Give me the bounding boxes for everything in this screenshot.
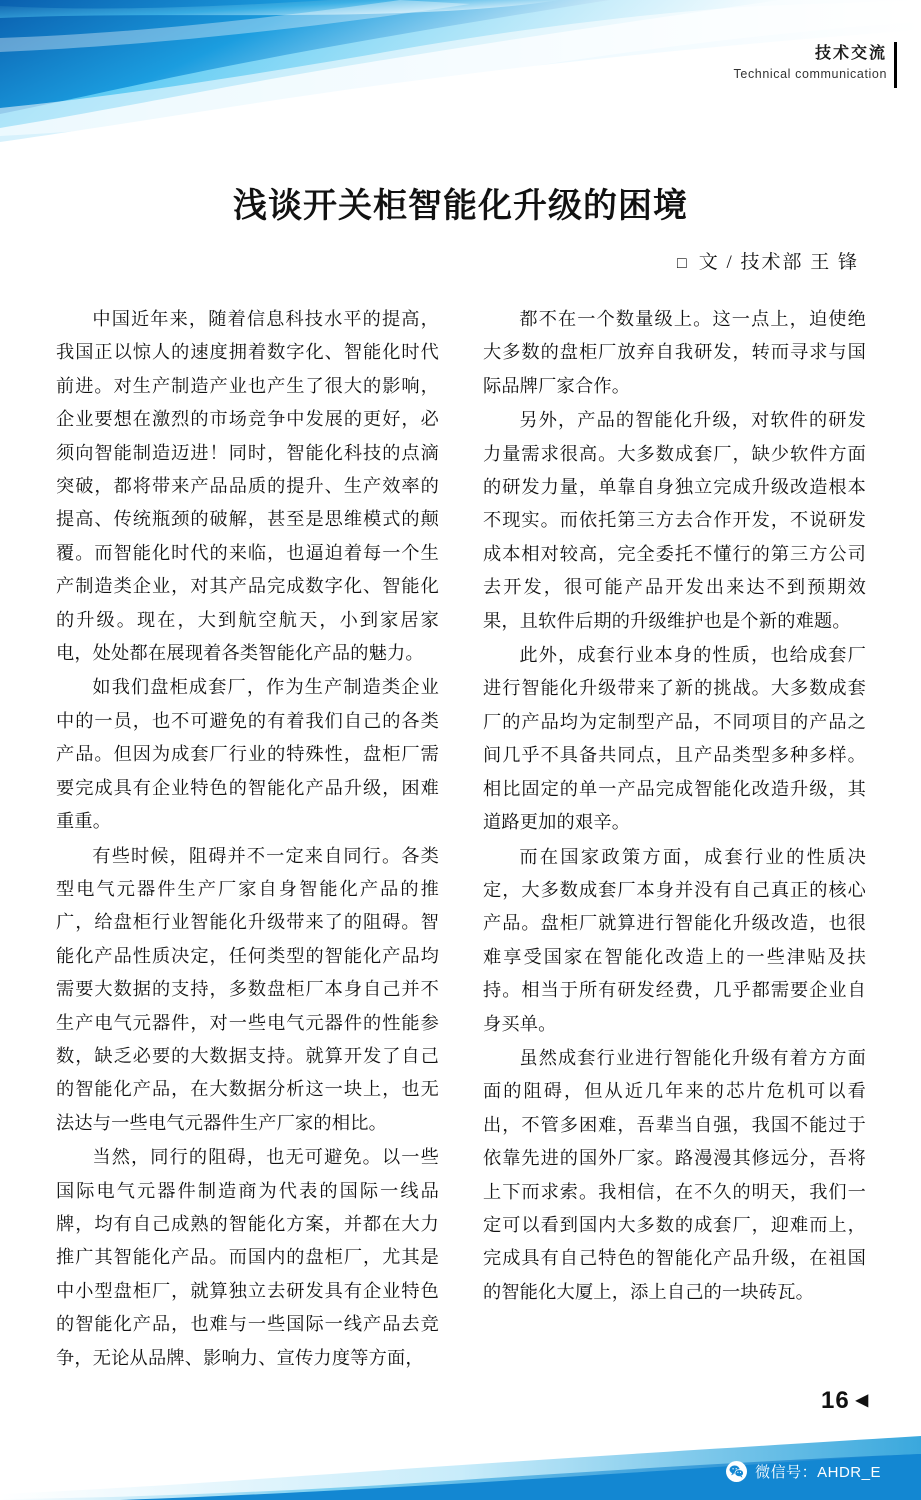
paragraph: 有些时候，阻碍并不一定来自同行。各类型电气元器件生产厂家自身智能化产品的推广，给盘柜行业智能化升级带来了的阻碍。智能化产品性质决定，任何类型的智能化产品均需要大数据的支持，多数盘柜厂本身自己并不生产电气元器件，对一些电气元器件的性能参数，缺乏必要的大数据支持。就算开发了自己的智能化产品，在大数据分析这一块上，也无法达与一些电气元器件生产厂家的相比。: [56, 845, 439, 1133]
article-title: 浅谈开关柜智能化升级的困境: [233, 188, 688, 225]
page-number: [821, 1387, 869, 1415]
byline-marker-icon: □: [677, 255, 689, 272]
paragraph: 中国近年来，随着信息科技水平的提高，我国正以惊人的速度拥着数字化、智能化时代前进。对生产制造产业也产生了很大的影响，企业要想在激烈的市场竞争中发展的更好，必须向智能制造迈进！同时，智能化科技的点滴突破，都将带来产品品质的提升、生产效率的提高、传统瓶颈的破解，甚至是思维模式的颠覆。而智能化时代的来临，也逼迫着每一个生产制造类企业，对其产品完成数字化、智能化的升级。现在，大到航空航天，小到家居家电，处处都在展现着各类智能化产品的魅力。: [56, 309, 439, 664]
article-byline: [677, 247, 859, 274]
section-label: [734, 44, 887, 83]
left-column: [56, 303, 439, 1378]
paragraph: 虽然成套行业进行智能化升级有着方方面面的阻碍，但从近几年来的芯片危机可以看出，不管多困难，吾辈当自强，我国不能过于依靠先进的国外厂家。路漫漫其修远分，吾将上下而求索。我相信，在不久的明天，我们一定可以看到国内大多数的成套厂，迎难而上，完成具有自己特色的智能化产品升级，在祖国的智能化大厦上，添上自己的一块砖瓦。: [483, 1047, 866, 1302]
triangle-left-icon: ◀: [855, 1392, 869, 1409]
header-divider-rule: [894, 42, 897, 88]
page-number-value: 16: [820, 1387, 850, 1414]
right-column: [483, 303, 866, 1378]
section-label-en: Technical communication: [733, 67, 887, 81]
wechat-icon: [726, 1461, 747, 1482]
paragraph: 此外，成套行业本身的性质，也给成套厂进行智能化升级带来了新的挑战。大多数成套厂的产品均为定制型产品，不同项目的产品之间几乎不具备共同点，且产品类型多种多样。相比固定的单一产品完成智能化改造升级，其道路更加的艰辛。: [483, 645, 866, 833]
paragraph: 都不在一个数量级上。这一点上，迫使绝大多数的盘柜厂放弃自我研发，转而寻求与国际品牌厂家合作。: [483, 309, 866, 396]
article-body: [56, 303, 866, 1378]
paragraph: 当然，同行的阻碍，也无可避免。以一些国际电气元器件制造商为代表的国际一线品牌，均有自己成熟的智能化方案，并都在大力推广其智能化产品。而国内的盘柜厂，尤其是中小型盘柜厂，就算独立去研发具有企业特色的智能化产品，也难与一些国际一线产品去竞争，无论从品牌、影响力、宣传力度等方面，: [56, 1147, 439, 1368]
byline-text: 文 / 技术部 王 锋: [698, 252, 859, 273]
wechat-footer: [726, 1461, 881, 1482]
paragraph: 另外，产品的智能化升级，对软件的研发力量需求很高。大多数成套厂，缺少软件方面的研发力量，单靠自身独立完成升级改造根本不现实。而依托第三方去合作开发，不说研发成本相对较高，完全委托不懂行的第三方公司去开发，很可能产品开发出来达不到预期效果，且软件后期的升级维护也是个新的难题。: [483, 410, 866, 631]
wechat-id-label: 微信号：AHDR_E: [755, 1464, 881, 1481]
section-label-cn: 技术交流: [814, 45, 887, 62]
paragraph: 而在国家政策方面，成套行业的性质决定，大多数成套厂本身并没有自己真正的核心产品。盘柜厂就算进行智能化升级改造，也很难享受国家在智能化改造上的一些津贴及扶持。相当于所有研发经费，几乎都需要企业自身买单。: [483, 846, 866, 1034]
paragraph: 如我们盘柜成套厂，作为生产制造类企业中的一员，也不可避免的有着我们自己的各类产品。但因为成套厂行业的特殊性，盘柜厂需要完成具有企业特色的智能化产品升级，困难重重。: [56, 677, 439, 832]
